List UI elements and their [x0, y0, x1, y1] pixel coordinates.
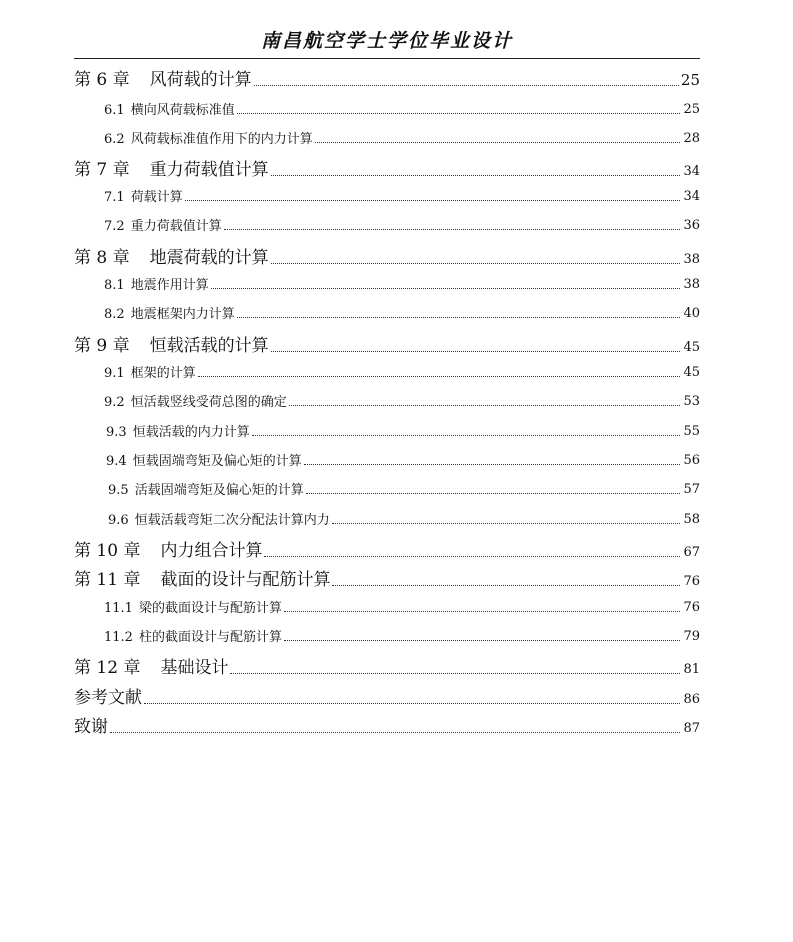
- toc-entry-title: 参考文献: [74, 688, 142, 708]
- header-title: 南昌航空学士学位毕业设计: [260, 30, 513, 52]
- toc-leader-dots: [237, 112, 680, 114]
- toc-page-number: 25: [683, 102, 700, 117]
- toc-entry-title: 地震荷载的计算: [149, 248, 269, 268]
- toc-page-number: 58: [683, 512, 700, 527]
- toc-entry-number: 7.2: [104, 219, 125, 234]
- toc-chapter-row[interactable]: [74, 244, 700, 268]
- toc-leader-dots: [254, 84, 679, 86]
- toc-entry-number: 9.1: [104, 366, 125, 381]
- toc-entry-title: 重力荷载值计算: [130, 219, 222, 234]
- toc-leader-dots: [332, 522, 680, 524]
- toc-entry-number: 11.2: [104, 630, 133, 645]
- toc-leader-dots: [198, 375, 680, 377]
- toc-entry-title: 框架的计算: [130, 366, 196, 381]
- toc-entry-title: 恒载固端弯矩及偏心矩的计算: [132, 454, 302, 469]
- toc-entry-number: 第 10 章: [74, 541, 141, 561]
- page-header: [74, 24, 700, 59]
- toc-section-row[interactable]: [74, 420, 700, 440]
- toc-section-row[interactable]: [74, 508, 700, 528]
- toc-page-number: 25: [680, 71, 700, 89]
- toc-entry-number: 第 8 章: [74, 248, 130, 268]
- toc-entry-title: 基础设计: [160, 658, 229, 678]
- toc-leader-dots: [110, 731, 680, 733]
- toc-entry-number: 8.2: [104, 307, 125, 322]
- toc-entry-title: 荷载计算: [130, 190, 183, 205]
- toc-page-number: 56: [683, 453, 700, 468]
- toc-leader-dots: [224, 228, 680, 230]
- toc-chapter-row[interactable]: [74, 537, 700, 561]
- toc-leader-dots: [264, 555, 680, 557]
- toc-entry-title: 恒载活载的计算: [149, 336, 269, 356]
- toc-chapter-row[interactable]: [74, 332, 700, 356]
- toc-entry-number: 7.1: [104, 190, 125, 205]
- toc-entry-number: 9.4: [106, 454, 127, 469]
- toc-entry-title: 致谢: [74, 717, 108, 737]
- toc-section-row[interactable]: [74, 127, 700, 147]
- toc-chapter-row[interactable]: [74, 156, 700, 180]
- toc-page-number: 67: [683, 545, 700, 560]
- toc-entry-title: 截面的设计与配筋计算: [160, 570, 331, 590]
- toc-entry-title: 风荷载的计算: [149, 70, 252, 90]
- toc-leader-dots: [271, 350, 680, 352]
- toc-entry-title: 内力组合计算: [160, 541, 263, 561]
- toc-leader-dots: [252, 434, 680, 436]
- toc-page-number: 76: [683, 574, 700, 589]
- toc-chapter-row[interactable]: [74, 713, 700, 737]
- toc-section-row[interactable]: [74, 478, 700, 498]
- toc-section-row[interactable]: [74, 185, 700, 205]
- toc-chapter-row[interactable]: [74, 66, 700, 90]
- toc-leader-dots: [306, 492, 680, 494]
- toc-page-number: 38: [683, 277, 700, 292]
- toc-chapter-row[interactable]: [74, 566, 700, 590]
- toc-section-row[interactable]: [74, 390, 700, 410]
- toc-page-number: 76: [683, 600, 700, 615]
- toc-entry-number: 第 11 章: [74, 570, 141, 590]
- toc-page-number: 87: [683, 721, 700, 736]
- toc-entry-title: 恒载活载的内力计算: [132, 425, 250, 440]
- toc-entry-title: 恒载活载弯矩二次分配法计算内力: [134, 513, 330, 528]
- toc-leader-dots: [211, 287, 680, 289]
- toc-leader-dots: [284, 639, 680, 641]
- toc-leader-dots: [304, 463, 680, 465]
- toc-page-number: 81: [683, 662, 700, 677]
- toc-page-number: 36: [683, 218, 700, 233]
- toc-entry-title: 横向风荷载标准值: [130, 103, 235, 118]
- toc-entry-title: 重力荷载值计算: [149, 160, 269, 180]
- toc-leader-dots: [284, 610, 680, 612]
- toc-entry-number: 9.3: [106, 425, 127, 440]
- toc-page-number: 34: [683, 164, 700, 179]
- toc-section-row[interactable]: [74, 449, 700, 469]
- toc-page-number: 34: [683, 189, 700, 204]
- toc-leader-dots: [271, 174, 680, 176]
- toc-entry-title: 梁的截面设计与配筋计算: [138, 601, 282, 616]
- toc-entry-number: 9.5: [108, 483, 129, 498]
- toc-entry-number: 9.2: [104, 395, 125, 410]
- toc-entry-title: 柱的截面设计与配筋计算: [138, 630, 282, 645]
- toc-section-row[interactable]: [74, 214, 700, 234]
- toc-leader-dots: [289, 404, 680, 406]
- toc-page-number: 45: [683, 365, 700, 380]
- toc-leader-dots: [315, 141, 680, 143]
- toc-page-number: 79: [683, 629, 700, 644]
- toc-entry-title: 地震框架内力计算: [130, 307, 235, 322]
- toc-leader-dots: [332, 584, 680, 586]
- toc-leader-dots: [237, 316, 680, 318]
- toc-entry-number: 第 12 章: [74, 658, 141, 678]
- toc-leader-dots: [271, 262, 680, 264]
- toc-page-number: 55: [683, 424, 700, 439]
- toc-entry-number: 第 9 章: [74, 336, 130, 356]
- toc-entry-number: 第 7 章: [74, 160, 130, 180]
- toc-entry-number: 第 6 章: [74, 70, 130, 90]
- toc-page-number: 53: [683, 394, 700, 409]
- toc-section-row[interactable]: [74, 98, 700, 118]
- toc-entry-number: 9.6: [108, 513, 129, 528]
- toc-section-row[interactable]: [74, 302, 700, 322]
- toc-page-number: 57: [683, 482, 700, 497]
- toc-chapter-row[interactable]: [74, 654, 700, 678]
- toc-entry-number: 6.1: [104, 103, 125, 118]
- toc-entry-title: 恒活载竖线受荷总图的确定: [130, 395, 287, 410]
- toc-section-row[interactable]: [74, 361, 700, 381]
- toc-page-number: 86: [683, 692, 700, 707]
- toc-leader-dots: [185, 199, 680, 201]
- toc-page-number: 28: [683, 131, 700, 146]
- toc-page-number: 38: [683, 252, 700, 267]
- toc-section-row[interactable]: [74, 625, 700, 645]
- toc-entry-title: 风荷载标准值作用下的内力计算: [130, 132, 313, 147]
- toc-page-number: 45: [683, 340, 700, 355]
- toc-chapter-row[interactable]: [74, 684, 700, 708]
- toc-entry-title: 活载固端弯矩及偏心矩的计算: [134, 483, 304, 498]
- toc-entry-number: 11.1: [104, 601, 133, 616]
- toc-section-row[interactable]: [74, 273, 700, 293]
- toc-entry-title: 地震作用计算: [130, 278, 209, 293]
- toc-entry-number: 6.2: [104, 132, 125, 147]
- toc-entry-number: 8.1: [104, 278, 125, 293]
- toc-page-number: 40: [683, 306, 700, 321]
- toc-leader-dots: [144, 702, 680, 704]
- toc-section-row[interactable]: [74, 596, 700, 616]
- toc-leader-dots: [230, 672, 680, 674]
